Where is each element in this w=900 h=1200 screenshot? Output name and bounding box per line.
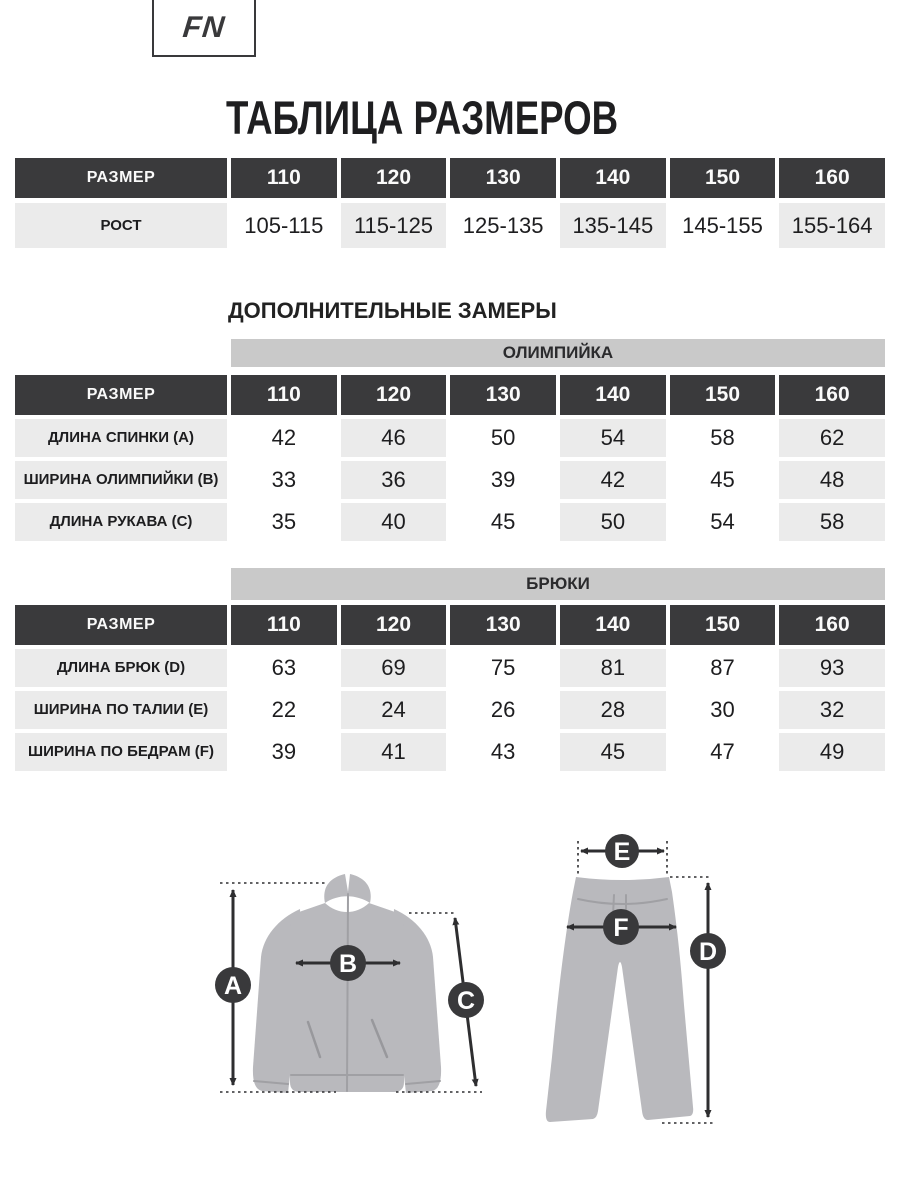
value-cell: 145-155 — [670, 203, 776, 248]
pants-waistband — [573, 877, 672, 892]
header-cell: 150 — [670, 605, 776, 645]
measurement-diagram — [150, 795, 770, 1195]
value-cell: 41 — [341, 733, 447, 771]
value-cell: 22 — [231, 691, 337, 729]
row-label: ДЛИНА СПИНКИ (A) — [15, 419, 227, 457]
marker-f-label: F — [613, 914, 629, 942]
value-cell: 33 — [231, 461, 337, 499]
value-cell: 75 — [450, 649, 556, 687]
jacket-figure — [253, 874, 441, 1093]
value-cell: 58 — [779, 503, 885, 541]
header-cell: 120 — [341, 375, 447, 415]
header-cell: 130 — [450, 375, 556, 415]
jacket-zipper — [347, 894, 348, 1091]
page-title: ТАБЛИЦА РАЗМЕРОВ — [226, 91, 619, 144]
value-cell: 36 — [341, 461, 447, 499]
row-label: ДЛИНА РУКАВА (C) — [15, 503, 227, 541]
value-cell: 45 — [560, 733, 666, 771]
value-cell: 81 — [560, 649, 666, 687]
value-cell: 50 — [450, 419, 556, 457]
height-table — [15, 158, 885, 248]
value-cell: 115-125 — [341, 203, 447, 248]
marker-d-label: D — [698, 938, 718, 966]
header-cell: 150 — [670, 158, 776, 198]
header-cell: 140 — [560, 375, 666, 415]
value-cell: 54 — [670, 503, 776, 541]
value-cell: 26 — [450, 691, 556, 729]
pants-section-band: БРЮКИ — [231, 568, 885, 600]
marker-c-label: C — [456, 987, 476, 1015]
additional-measurements-heading: ДОПОЛНИТЕЛЬНЫЕ ЗАМЕРЫ — [228, 298, 557, 323]
value-cell: 69 — [341, 649, 447, 687]
value-cell: 45 — [450, 503, 556, 541]
value-cell: 155-164 — [779, 203, 885, 248]
marker-b-label: B — [338, 950, 358, 978]
value-cell: 32 — [779, 691, 885, 729]
value-cell: 93 — [779, 649, 885, 687]
value-cell: 58 — [670, 419, 776, 457]
value-cell: 87 — [670, 649, 776, 687]
value-cell: 50 — [560, 503, 666, 541]
value-cell: 45 — [670, 461, 776, 499]
value-cell: 49 — [779, 733, 885, 771]
header-cell: 120 — [341, 158, 447, 198]
value-cell: 42 — [231, 419, 337, 457]
row-label: ШИРИНА ОЛИМПИЙКИ (B) — [15, 461, 227, 499]
value-cell: 39 — [450, 461, 556, 499]
marker-e-label: E — [613, 838, 631, 866]
value-cell: 30 — [670, 691, 776, 729]
value-cell: 40 — [341, 503, 447, 541]
value-cell: 105-115 — [231, 203, 337, 248]
row-label: ШИРИНА ПО БЕДРАМ (F) — [15, 733, 227, 771]
value-cell: 46 — [341, 419, 447, 457]
brand-logo-text: FN — [181, 10, 227, 44]
value-cell: 135-145 — [560, 203, 666, 248]
brand-logo — [152, 0, 256, 57]
header-cell: 140 — [560, 605, 666, 645]
header-cell: 140 — [560, 158, 666, 198]
value-cell: 35 — [231, 503, 337, 541]
header-cell-size: РАЗМЕР — [15, 158, 227, 198]
header-cell: 130 — [450, 605, 556, 645]
header-cell: 130 — [450, 158, 556, 198]
value-cell: 63 — [231, 649, 337, 687]
header-cell: 150 — [670, 375, 776, 415]
value-cell: 125-135 — [450, 203, 556, 248]
value-cell: 54 — [560, 419, 666, 457]
value-cell: 42 — [560, 461, 666, 499]
jacket-section-band: ОЛИМПИЙКА — [231, 339, 885, 367]
row-label: ШИРИНА ПО ТАЛИИ (E) — [15, 691, 227, 729]
header-cell: 160 — [779, 158, 885, 198]
value-cell: 39 — [231, 733, 337, 771]
row-label: РОСТ — [15, 203, 227, 248]
header-cell: 110 — [231, 158, 337, 198]
header-cell: 160 — [779, 605, 885, 645]
value-cell: 48 — [779, 461, 885, 499]
value-cell: 24 — [341, 691, 447, 729]
pants-table — [15, 605, 885, 771]
value-cell: 47 — [670, 733, 776, 771]
marker-a-label: A — [223, 972, 243, 1000]
header-cell-size: РАЗМЕР — [15, 605, 227, 645]
header-cell-size: РАЗМЕР — [15, 375, 227, 415]
jacket-table — [15, 375, 885, 541]
header-cell: 110 — [231, 375, 337, 415]
value-cell: 43 — [450, 733, 556, 771]
header-cell: 160 — [779, 375, 885, 415]
row-label: ДЛИНА БРЮК (D) — [15, 649, 227, 687]
value-cell: 28 — [560, 691, 666, 729]
header-cell: 110 — [231, 605, 337, 645]
header-cell: 120 — [341, 605, 447, 645]
value-cell: 62 — [779, 419, 885, 457]
